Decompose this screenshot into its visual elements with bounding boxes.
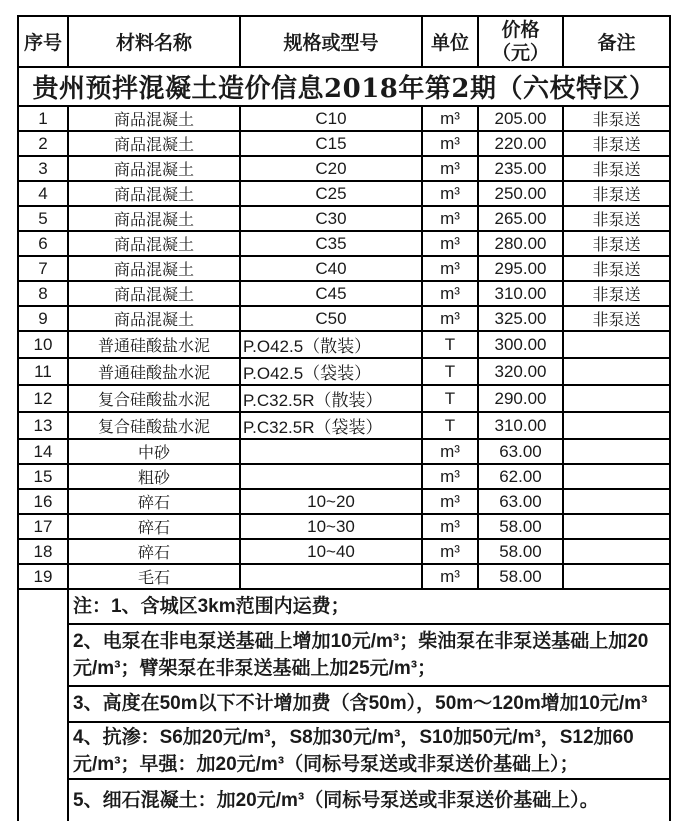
cell-price: 310.00 [478,281,563,306]
header-no: 序号 [18,16,68,67]
table-row [18,385,670,412]
cell-spec: C50 [240,306,422,331]
cell-price: 250.00 [478,181,563,206]
cell-price: 265.00 [478,206,563,231]
header-remark: 备注 [563,16,670,67]
cell-spec: C10 [240,106,422,131]
cell-no: 4 [18,181,68,206]
cell-unit: m³ [422,106,478,131]
table-row [18,131,670,156]
cell-no: 14 [18,439,68,464]
cell-material: 商品混凝土 [68,181,240,206]
cell-spec: P.C32.5R（散装） [240,385,422,412]
cell-material: 中砂 [68,439,240,464]
cell-no: 18 [18,539,68,564]
cell-no: 19 [18,564,68,589]
cell-remark: 非泵送 [563,181,670,206]
cell-no: 5 [18,206,68,231]
cell-material: 普通硅酸盐水泥 [68,331,240,358]
cell-spec [240,439,422,464]
cell-price: 58.00 [478,564,563,589]
cell-unit: m³ [422,181,478,206]
notes-left-spacer [18,589,68,821]
cell-price: 290.00 [478,385,563,412]
cell-unit: m³ [422,231,478,256]
cell-material: 商品混凝土 [68,156,240,181]
cell-remark [563,412,670,439]
cell-material: 商品混凝土 [68,106,240,131]
cell-material: 商品混凝土 [68,231,240,256]
table-row [18,464,670,489]
cell-unit: m³ [422,539,478,564]
cell-price: 310.00 [478,412,563,439]
cell-spec [240,564,422,589]
notes-cell [68,589,670,821]
cell-material: 碎石 [68,514,240,539]
cell-remark: 非泵送 [563,156,670,181]
cell-unit: T [422,412,478,439]
table-row [18,564,670,589]
cell-material: 复合硅酸盐水泥 [68,385,240,412]
cell-price: 300.00 [478,331,563,358]
cell-material: 碎石 [68,539,240,564]
cell-price: 220.00 [478,131,563,156]
page-title: 贵州预拌混凝土造价信息2018年第2期（六枝特区） [18,67,670,106]
cell-price: 325.00 [478,306,563,331]
cell-material: 粗砂 [68,464,240,489]
cell-remark [563,564,670,589]
table-row [18,206,670,231]
header-spec: 规格或型号 [240,16,422,67]
notes-row [18,589,670,821]
cell-unit: m³ [422,489,478,514]
cell-material: 毛石 [68,564,240,589]
cell-remark [563,385,670,412]
cell-price: 58.00 [478,514,563,539]
note-line-5: 5、细石混凝土：加20元/m³（同标号泵送或非泵送价基础上）。 [69,778,669,821]
cell-no: 1 [18,106,68,131]
cell-remark [563,331,670,358]
table-row [18,306,670,331]
cell-unit: T [422,358,478,385]
cell-unit: T [422,385,478,412]
cell-no: 9 [18,306,68,331]
cell-no: 12 [18,385,68,412]
cell-remark [563,358,670,385]
header-price-line1: 价格 [501,19,540,41]
title-row [18,67,670,106]
cell-unit: m³ [422,206,478,231]
cell-no: 17 [18,514,68,539]
cell-spec: C35 [240,231,422,256]
cell-no: 13 [18,412,68,439]
cell-unit: m³ [422,156,478,181]
cell-unit: m³ [422,464,478,489]
cell-remark: 非泵送 [563,281,670,306]
note-line-1: 注：1、含城区3km范围内运费； [73,596,350,617]
table-row [18,156,670,181]
table-header-row [18,16,670,67]
cell-remark: 非泵送 [563,106,670,131]
cell-spec [240,464,422,489]
cell-price: 63.00 [478,439,563,464]
cell-spec: P.O42.5（散装） [240,331,422,358]
cell-spec: C30 [240,206,422,231]
cell-unit: m³ [422,306,478,331]
cell-price: 205.00 [478,106,563,131]
price-table-body [18,106,670,589]
cell-remark [563,539,670,564]
header-material: 材料名称 [68,16,240,67]
cell-no: 11 [18,358,68,385]
cell-remark: 非泵送 [563,306,670,331]
cell-price: 235.00 [478,156,563,181]
cell-unit: m³ [422,514,478,539]
header-unit: 单位 [422,16,478,67]
cell-no: 15 [18,464,68,489]
cell-remark [563,489,670,514]
cell-material: 商品混凝土 [68,256,240,281]
cell-spec: C40 [240,256,422,281]
cell-price: 320.00 [478,358,563,385]
cell-remark [563,439,670,464]
cell-unit: m³ [422,256,478,281]
table-row [18,358,670,385]
cell-material: 商品混凝土 [68,206,240,231]
cell-spec: C45 [240,281,422,306]
cell-unit: m³ [422,281,478,306]
cell-no: 6 [18,231,68,256]
header-price-line2: （元） [491,42,549,64]
cell-material: 碎石 [68,489,240,514]
cell-material: 商品混凝土 [68,306,240,331]
cell-no: 16 [18,489,68,514]
cell-remark [563,464,670,489]
cell-remark: 非泵送 [563,256,670,281]
cell-remark [563,514,670,539]
price-table [17,15,671,821]
cell-unit: T [422,331,478,358]
cell-remark: 非泵送 [563,131,670,156]
table-row [18,281,670,306]
note-line-2: 2、电泵在非电泵送基础上增加10元/m³；柴油泵在非泵送基础上加20元/m³；臂架泵在非泵送基础上加25元/m³； [69,623,669,685]
cell-price: 295.00 [478,256,563,281]
table-row [18,181,670,206]
note-line-4: 4、抗渗：S6加20元/m³，S8加30元/m³，S10加50元/m³，S12加60元/m³；早强：加20元/m³（同标号泵送或非泵送价基础上）； [69,721,669,778]
table-row [18,514,670,539]
table-row [18,489,670,514]
cell-spec: 10~20 [240,489,422,514]
cell-spec: C25 [240,181,422,206]
cell-material: 商品混凝土 [68,281,240,306]
cell-spec: C20 [240,156,422,181]
cell-no: 10 [18,331,68,358]
cell-spec: P.O42.5（袋装） [240,358,422,385]
cell-price: 58.00 [478,539,563,564]
table-row [18,256,670,281]
cell-remark: 非泵送 [563,206,670,231]
cell-price: 280.00 [478,231,563,256]
cell-spec: C15 [240,131,422,156]
cell-no: 7 [18,256,68,281]
cell-material: 商品混凝土 [68,131,240,156]
cell-no: 8 [18,281,68,306]
cell-remark: 非泵送 [563,231,670,256]
cell-spec: 10~40 [240,539,422,564]
table-row [18,231,670,256]
cell-price: 63.00 [478,489,563,514]
cell-material: 普通硅酸盐水泥 [68,358,240,385]
cell-no: 3 [18,156,68,181]
table-row [18,539,670,564]
cell-unit: m³ [422,564,478,589]
cell-spec: P.C32.5R（袋装） [240,412,422,439]
note-line-3: 3、高度在50m以下不计增加费（含50m），50m～120m增加10元/m³ [69,685,669,721]
cell-no: 2 [18,131,68,156]
table-row [18,106,670,131]
cell-unit: m³ [422,439,478,464]
cell-spec: 10~30 [240,514,422,539]
cell-unit: m³ [422,131,478,156]
cell-material: 复合硅酸盐水泥 [68,412,240,439]
notes-section [18,589,670,821]
table-row [18,412,670,439]
table-row [18,439,670,464]
table-row [18,331,670,358]
cell-price: 62.00 [478,464,563,489]
header-price [478,16,563,67]
notes-list [69,590,669,821]
